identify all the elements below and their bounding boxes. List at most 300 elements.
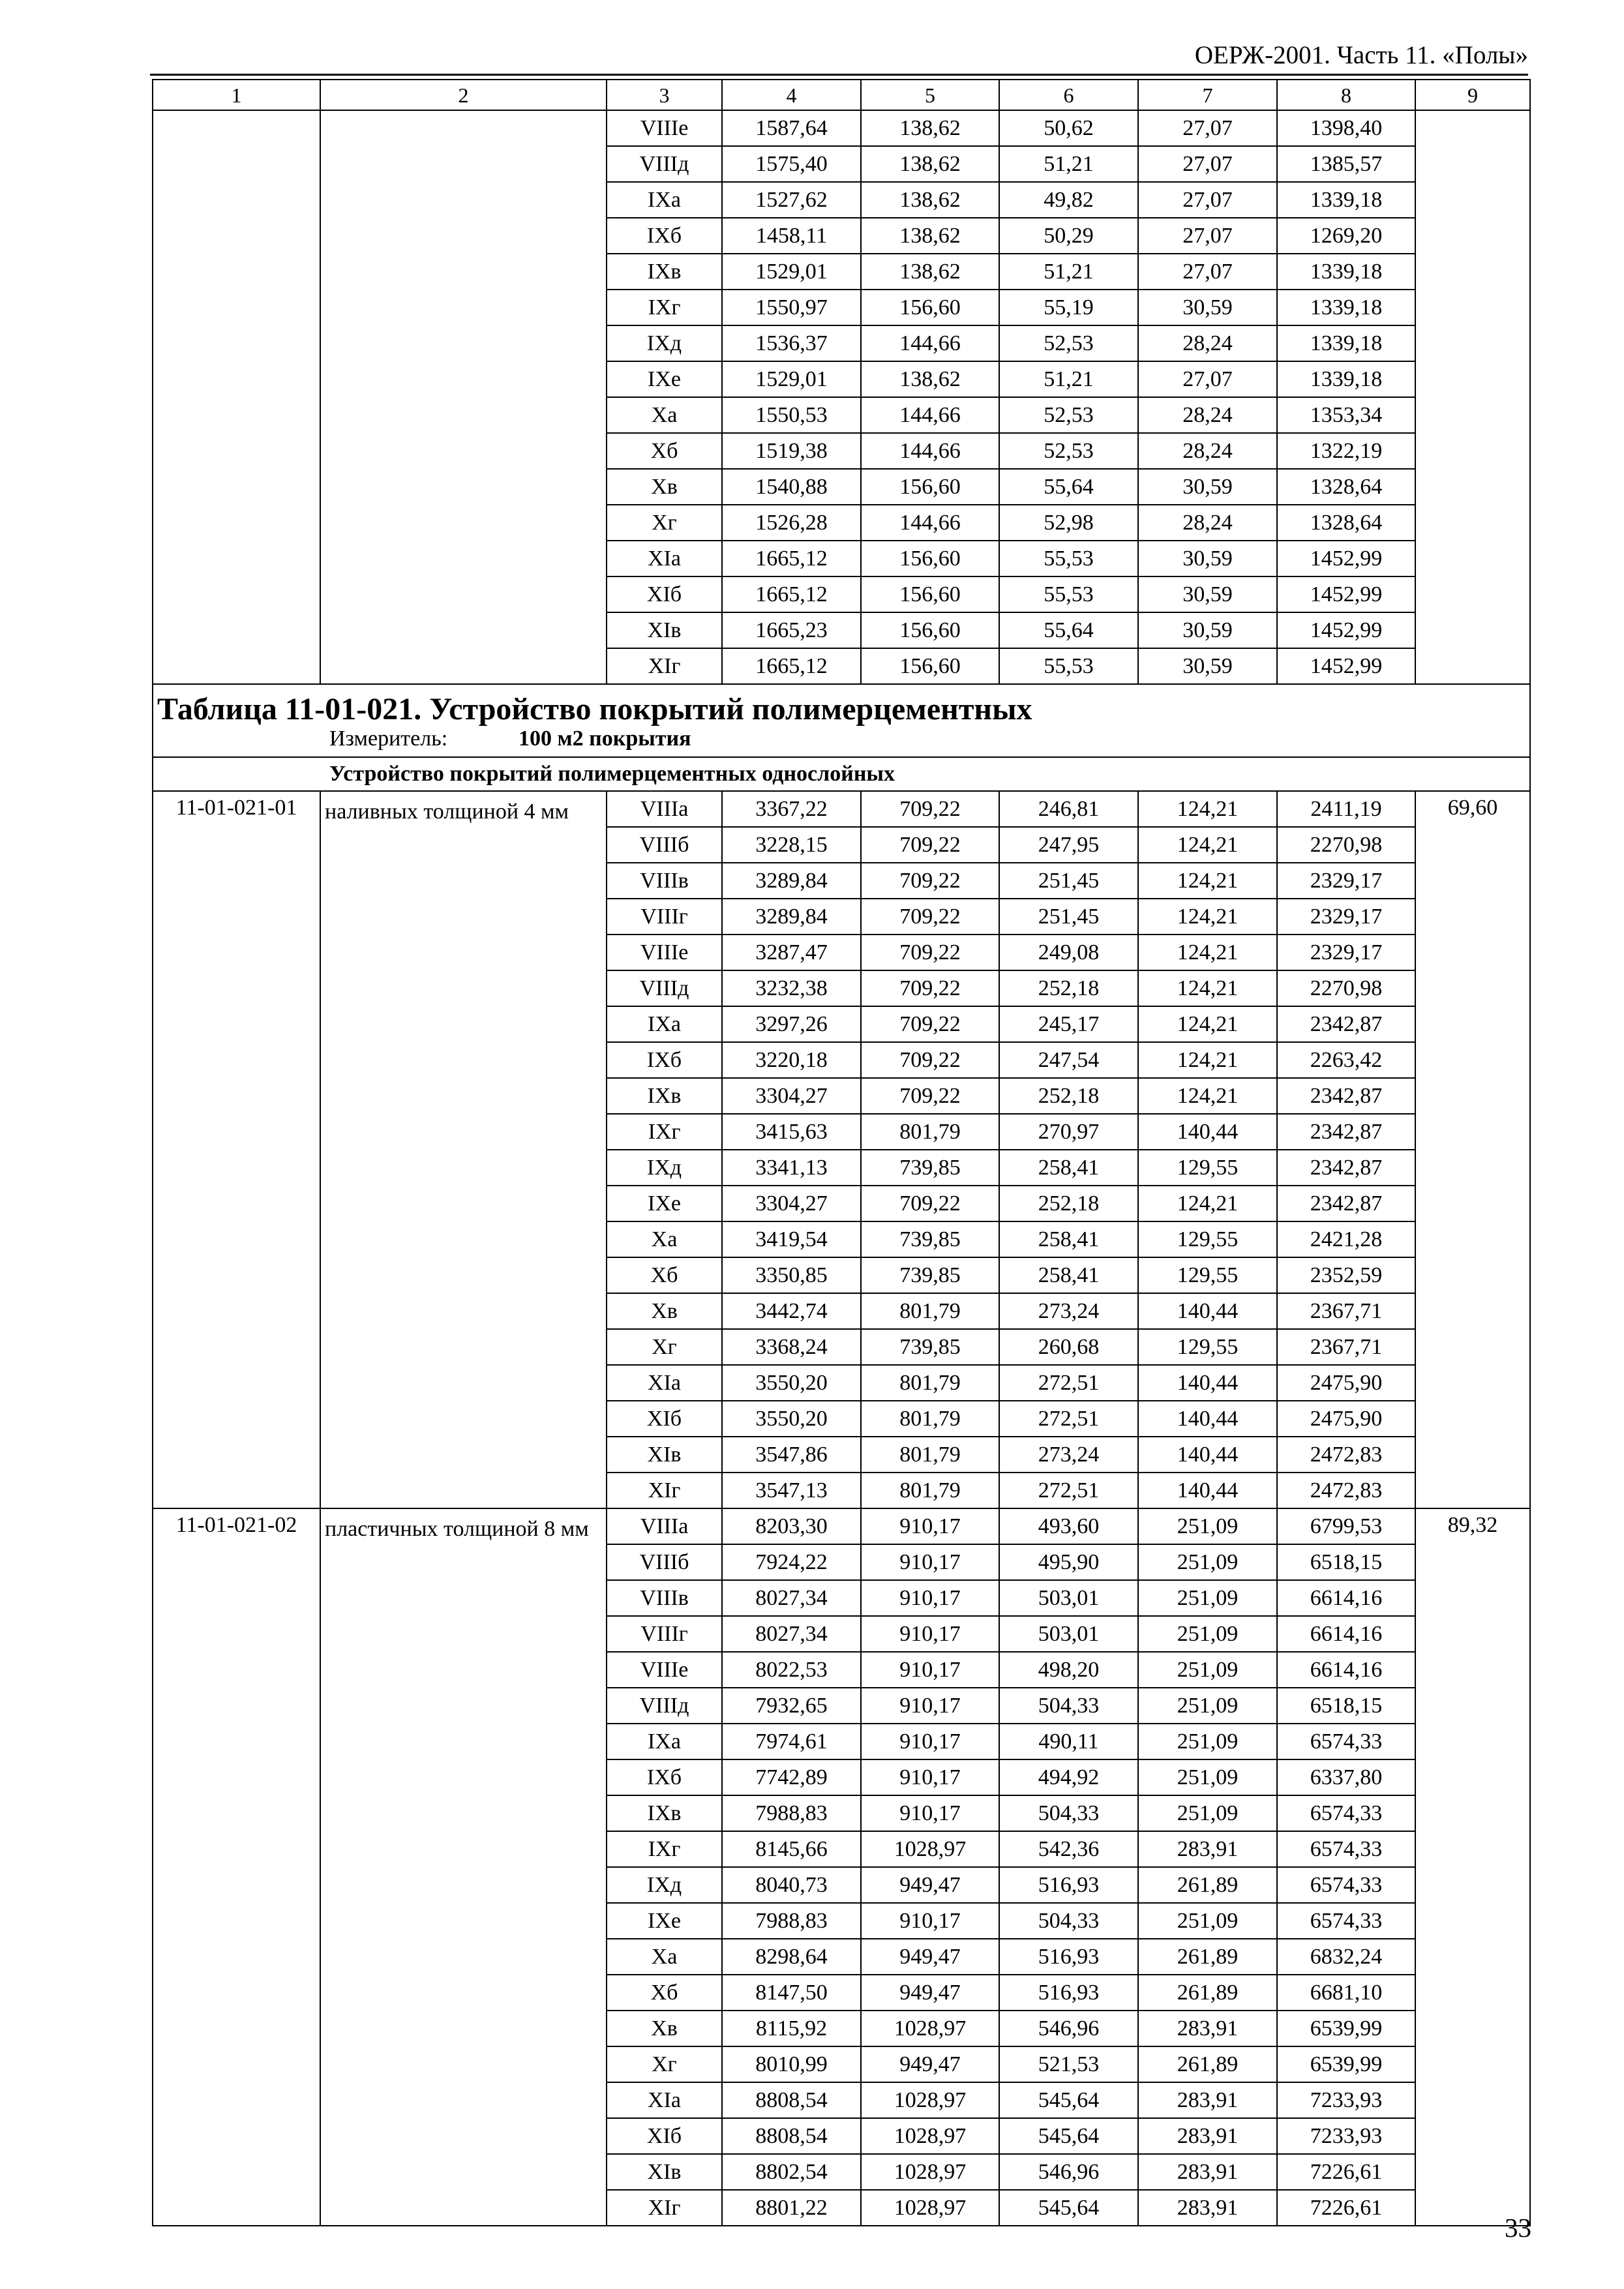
value-cell: 504,33 xyxy=(999,1903,1138,1939)
value-cell: 138,62 xyxy=(861,218,999,254)
column-number: 8 xyxy=(1277,80,1415,110)
value-cell: 545,64 xyxy=(999,2118,1138,2154)
value-cell: 140,44 xyxy=(1138,1365,1277,1401)
value-cell: 52,53 xyxy=(999,325,1138,361)
value-cell: 1452,99 xyxy=(1277,541,1415,576)
value-cell: 283,91 xyxy=(1138,2190,1277,2226)
value-cell: 51,21 xyxy=(999,146,1138,182)
value-cell: 124,21 xyxy=(1138,1006,1277,1042)
value-cell: 8022,53 xyxy=(722,1652,861,1688)
value-cell: 2472,83 xyxy=(1277,1473,1415,1508)
value-cell: 49,82 xyxy=(999,182,1138,218)
table-row xyxy=(153,791,1530,827)
value-cell: 251,45 xyxy=(999,863,1138,899)
value-cell: 503,01 xyxy=(999,1580,1138,1616)
value-cell: 1322,19 xyxy=(1277,433,1415,469)
value-cell: 3415,63 xyxy=(722,1114,861,1150)
value-cell: 50,62 xyxy=(999,110,1138,146)
region-cell: IXа xyxy=(607,1724,722,1759)
value-cell: 138,62 xyxy=(861,110,999,146)
value-cell: 503,01 xyxy=(999,1616,1138,1652)
value-cell: 949,47 xyxy=(861,1975,999,2011)
value-cell: 801,79 xyxy=(861,1114,999,1150)
value-cell: 8027,34 xyxy=(722,1616,861,1652)
region-cell: Xг xyxy=(607,505,722,541)
value-cell: 709,22 xyxy=(861,1042,999,1078)
value-cell: 6799,53 xyxy=(1277,1508,1415,1544)
value-cell: 124,21 xyxy=(1138,827,1277,863)
value-cell: 709,22 xyxy=(861,791,999,827)
value-cell: 260,68 xyxy=(999,1329,1138,1365)
value-cell: 545,64 xyxy=(999,2082,1138,2118)
value-cell: 910,17 xyxy=(861,1688,999,1724)
item-name: пластичных толщиной 8 мм xyxy=(320,1508,607,2226)
region-cell: XIа xyxy=(607,2082,722,2118)
value-cell: 27,07 xyxy=(1138,218,1277,254)
value-cell: 140,44 xyxy=(1138,1473,1277,1508)
value-cell: 545,64 xyxy=(999,2190,1138,2226)
value-cell: 8298,64 xyxy=(722,1939,861,1975)
value-cell: 2329,17 xyxy=(1277,899,1415,935)
value-cell: 247,54 xyxy=(999,1042,1138,1078)
value-cell: 28,24 xyxy=(1138,505,1277,541)
value-cell: 6518,15 xyxy=(1277,1688,1415,1724)
value-cell: 283,91 xyxy=(1138,1831,1277,1867)
value-cell: 3289,84 xyxy=(722,863,861,899)
value-cell: 493,60 xyxy=(999,1508,1138,1544)
item-rate: 69,60 xyxy=(1415,791,1530,1508)
value-cell: 7988,83 xyxy=(722,1903,861,1939)
value-cell: 1353,34 xyxy=(1277,397,1415,433)
value-cell: 251,09 xyxy=(1138,1508,1277,1544)
value-cell: 8010,99 xyxy=(722,2046,861,2082)
value-cell: 251,09 xyxy=(1138,1903,1277,1939)
value-cell: 252,18 xyxy=(999,1078,1138,1114)
value-cell: 1028,97 xyxy=(861,2190,999,2226)
value-cell: 2342,87 xyxy=(1277,1078,1415,1114)
region-cell: Xб xyxy=(607,1975,722,2011)
table-row xyxy=(153,110,1530,146)
value-cell: 7974,61 xyxy=(722,1724,861,1759)
value-cell: 28,24 xyxy=(1138,325,1277,361)
value-cell: 8808,54 xyxy=(722,2082,861,2118)
value-cell: 251,09 xyxy=(1138,1544,1277,1580)
value-cell: 7226,61 xyxy=(1277,2154,1415,2190)
column-number: 9 xyxy=(1415,80,1530,110)
value-cell: 1526,28 xyxy=(722,505,861,541)
value-cell: 1385,57 xyxy=(1277,146,1415,182)
value-cell: 910,17 xyxy=(861,1724,999,1759)
column-number: 5 xyxy=(861,80,999,110)
value-cell: 30,59 xyxy=(1138,290,1277,325)
value-cell: 6539,99 xyxy=(1277,2046,1415,2082)
value-cell: 7924,22 xyxy=(722,1544,861,1580)
region-cell: IXб xyxy=(607,1759,722,1795)
value-cell: 283,91 xyxy=(1138,2154,1277,2190)
value-cell: 8027,34 xyxy=(722,1580,861,1616)
value-cell: 138,62 xyxy=(861,254,999,290)
value-cell: 251,09 xyxy=(1138,1724,1277,1759)
value-cell: 140,44 xyxy=(1138,1401,1277,1437)
value-cell: 495,90 xyxy=(999,1544,1138,1580)
value-cell: 801,79 xyxy=(861,1473,999,1508)
value-cell: 55,53 xyxy=(999,648,1138,684)
value-cell: 6574,33 xyxy=(1277,1867,1415,1903)
value-cell: 140,44 xyxy=(1138,1114,1277,1150)
value-cell: 55,64 xyxy=(999,469,1138,505)
value-cell: 138,62 xyxy=(861,182,999,218)
region-cell: XIа xyxy=(607,541,722,576)
value-cell: 1529,01 xyxy=(722,254,861,290)
value-cell: 2367,71 xyxy=(1277,1293,1415,1329)
value-cell: 3547,86 xyxy=(722,1437,861,1473)
value-cell: 249,08 xyxy=(999,935,1138,970)
value-cell: 144,66 xyxy=(861,325,999,361)
region-cell: Xг xyxy=(607,1329,722,1365)
value-cell: 1328,64 xyxy=(1277,505,1415,541)
region-cell: VIIIб xyxy=(607,827,722,863)
value-cell: 1550,97 xyxy=(722,290,861,325)
value-cell: 251,09 xyxy=(1138,1580,1277,1616)
value-cell: 251,45 xyxy=(999,899,1138,935)
value-cell: 6574,33 xyxy=(1277,1724,1415,1759)
subheading: Устройство покрытий полимерцементных однослойных xyxy=(153,757,1530,791)
value-cell: 30,59 xyxy=(1138,541,1277,576)
value-cell: 1339,18 xyxy=(1277,182,1415,218)
region-cell: IXд xyxy=(607,325,722,361)
value-cell: 273,24 xyxy=(999,1293,1138,1329)
value-cell: 27,07 xyxy=(1138,361,1277,397)
value-cell: 52,53 xyxy=(999,397,1138,433)
value-cell: 28,24 xyxy=(1138,397,1277,433)
region-cell: Xа xyxy=(607,397,722,433)
value-cell: 490,11 xyxy=(999,1724,1138,1759)
region-cell: IXе xyxy=(607,1903,722,1939)
region-cell: IXв xyxy=(607,254,722,290)
value-cell: 156,60 xyxy=(861,576,999,612)
value-cell: 910,17 xyxy=(861,1580,999,1616)
region-cell: VIIIг xyxy=(607,899,722,935)
region-cell: VIIIв xyxy=(607,1580,722,1616)
value-cell: 1028,97 xyxy=(861,2154,999,2190)
value-cell: 2475,90 xyxy=(1277,1365,1415,1401)
value-cell: 801,79 xyxy=(861,1437,999,1473)
value-cell: 8808,54 xyxy=(722,2118,861,2154)
column-number: 6 xyxy=(999,80,1138,110)
value-cell: 1339,18 xyxy=(1277,325,1415,361)
column-number: 7 xyxy=(1138,80,1277,110)
value-cell: 129,55 xyxy=(1138,1257,1277,1293)
region-cell: IXг xyxy=(607,1114,722,1150)
value-cell: 6539,99 xyxy=(1277,2011,1415,2046)
region-cell: XIг xyxy=(607,1473,722,1508)
value-cell: 1269,20 xyxy=(1277,218,1415,254)
value-cell: 3304,27 xyxy=(722,1078,861,1114)
value-cell: 51,21 xyxy=(999,254,1138,290)
value-cell: 51,21 xyxy=(999,361,1138,397)
value-cell: 709,22 xyxy=(861,1186,999,1221)
value-cell: 3228,15 xyxy=(722,827,861,863)
region-cell: Xв xyxy=(607,2011,722,2046)
value-cell: 252,18 xyxy=(999,970,1138,1006)
value-cell: 272,51 xyxy=(999,1401,1138,1437)
value-cell: 709,22 xyxy=(861,863,999,899)
value-cell: 124,21 xyxy=(1138,863,1277,899)
value-cell: 272,51 xyxy=(999,1473,1138,1508)
value-cell: 7233,93 xyxy=(1277,2082,1415,2118)
value-cell: 546,96 xyxy=(999,2011,1138,2046)
value-cell: 7988,83 xyxy=(722,1795,861,1831)
value-cell: 2342,87 xyxy=(1277,1150,1415,1186)
value-cell: 709,22 xyxy=(861,970,999,1006)
table-title-cell xyxy=(153,684,1530,757)
page-number: 33 xyxy=(1505,2213,1531,2243)
value-cell: 709,22 xyxy=(861,827,999,863)
region-cell: XIв xyxy=(607,612,722,648)
value-cell: 30,59 xyxy=(1138,469,1277,505)
region-cell: XIг xyxy=(607,648,722,684)
region-cell: VIIIб xyxy=(607,1544,722,1580)
value-cell: 251,09 xyxy=(1138,1688,1277,1724)
region-cell: VIIIа xyxy=(607,1508,722,1544)
value-cell: 8147,50 xyxy=(722,1975,861,2011)
value-cell: 3297,26 xyxy=(722,1006,861,1042)
value-cell: 2342,87 xyxy=(1277,1186,1415,1221)
value-cell: 1665,12 xyxy=(722,648,861,684)
value-cell: 3442,74 xyxy=(722,1293,861,1329)
value-cell: 801,79 xyxy=(861,1293,999,1329)
value-cell: 258,41 xyxy=(999,1221,1138,1257)
value-cell: 272,51 xyxy=(999,1365,1138,1401)
value-cell: 516,93 xyxy=(999,1867,1138,1903)
value-cell: 1550,53 xyxy=(722,397,861,433)
region-cell: IXе xyxy=(607,1186,722,1221)
value-cell: 251,09 xyxy=(1138,1795,1277,1831)
value-cell: 8802,54 xyxy=(722,2154,861,2190)
measure-unit-label: Измеритель: xyxy=(329,726,448,751)
value-cell: 261,89 xyxy=(1138,1939,1277,1975)
value-cell: 6337,80 xyxy=(1277,1759,1415,1795)
value-cell: 498,20 xyxy=(999,1652,1138,1688)
code-cell xyxy=(153,110,320,684)
value-cell: 910,17 xyxy=(861,1759,999,1795)
value-cell: 709,22 xyxy=(861,1078,999,1114)
value-cell: 8040,73 xyxy=(722,1867,861,1903)
value-cell: 2367,71 xyxy=(1277,1329,1415,1365)
value-cell: 3350,85 xyxy=(722,1257,861,1293)
value-cell: 1028,97 xyxy=(861,2118,999,2154)
value-cell: 739,85 xyxy=(861,1221,999,1257)
region-cell: IXд xyxy=(607,1150,722,1186)
value-cell: 542,36 xyxy=(999,1831,1138,1867)
value-cell: 910,17 xyxy=(861,1903,999,1939)
region-cell: Xб xyxy=(607,1257,722,1293)
running-header: ОЕРЖ-2001. Часть 11. «Полы» xyxy=(1194,41,1528,69)
value-cell: 910,17 xyxy=(861,1616,999,1652)
value-cell: 156,60 xyxy=(861,612,999,648)
value-cell: 144,66 xyxy=(861,433,999,469)
value-cell: 2329,17 xyxy=(1277,935,1415,970)
value-cell: 261,89 xyxy=(1138,1867,1277,1903)
value-cell: 1665,12 xyxy=(722,576,861,612)
value-cell: 6614,16 xyxy=(1277,1580,1415,1616)
value-cell: 1665,12 xyxy=(722,541,861,576)
value-cell: 1452,99 xyxy=(1277,648,1415,684)
region-cell: VIIIд xyxy=(607,146,722,182)
value-cell: 3550,20 xyxy=(722,1401,861,1437)
value-cell: 1519,38 xyxy=(722,433,861,469)
value-cell: 1529,01 xyxy=(722,361,861,397)
value-cell: 1452,99 xyxy=(1277,576,1415,612)
column-number: 3 xyxy=(607,80,722,110)
value-cell: 494,92 xyxy=(999,1759,1138,1795)
value-cell: 261,89 xyxy=(1138,1975,1277,2011)
value-cell: 1458,11 xyxy=(722,218,861,254)
value-cell: 949,47 xyxy=(861,2046,999,2082)
region-cell: IXд xyxy=(607,1867,722,1903)
value-cell: 8145,66 xyxy=(722,1831,861,1867)
value-cell: 1028,97 xyxy=(861,1831,999,1867)
value-cell: 144,66 xyxy=(861,505,999,541)
value-cell: 7742,89 xyxy=(722,1759,861,1795)
region-cell: VIIIд xyxy=(607,1688,722,1724)
value-cell: 504,33 xyxy=(999,1795,1138,1831)
region-cell: IXа xyxy=(607,1006,722,1042)
value-cell: 129,55 xyxy=(1138,1150,1277,1186)
value-cell: 3367,22 xyxy=(722,791,861,827)
value-cell: 156,60 xyxy=(861,469,999,505)
item-rate: 89,32 xyxy=(1415,1508,1530,2226)
value-cell: 1398,40 xyxy=(1277,110,1415,146)
value-cell: 1536,37 xyxy=(722,325,861,361)
region-cell: Xв xyxy=(607,1293,722,1329)
value-cell: 3419,54 xyxy=(722,1221,861,1257)
value-cell: 7226,61 xyxy=(1277,2190,1415,2226)
name-cell xyxy=(320,110,607,684)
value-cell: 1339,18 xyxy=(1277,290,1415,325)
value-cell: 156,60 xyxy=(861,541,999,576)
value-cell: 546,96 xyxy=(999,2154,1138,2190)
value-cell: 245,17 xyxy=(999,1006,1138,1042)
item-code: 11-01-021-01 xyxy=(153,791,320,1508)
region-cell: IXг xyxy=(607,1831,722,1867)
value-cell: 2270,98 xyxy=(1277,970,1415,1006)
value-cell: 6574,33 xyxy=(1277,1831,1415,1867)
value-cell: 30,59 xyxy=(1138,612,1277,648)
value-cell: 709,22 xyxy=(861,899,999,935)
value-cell: 739,85 xyxy=(861,1150,999,1186)
table-title-row xyxy=(153,684,1530,757)
value-cell: 251,09 xyxy=(1138,1652,1277,1688)
value-cell: 739,85 xyxy=(861,1257,999,1293)
region-cell: IXе xyxy=(607,361,722,397)
value-cell: 6518,15 xyxy=(1277,1544,1415,1580)
value-cell: 156,60 xyxy=(861,290,999,325)
value-cell: 252,18 xyxy=(999,1186,1138,1221)
region-cell: VIIIв xyxy=(607,863,722,899)
value-cell: 251,09 xyxy=(1138,1616,1277,1652)
region-cell: Xб xyxy=(607,433,722,469)
region-cell: VIIIа xyxy=(607,791,722,827)
value-cell: 55,53 xyxy=(999,541,1138,576)
region-cell: IXв xyxy=(607,1078,722,1114)
value-cell: 2263,42 xyxy=(1277,1042,1415,1078)
value-cell: 3550,20 xyxy=(722,1365,861,1401)
value-cell: 6681,10 xyxy=(1277,1975,1415,2011)
value-cell: 258,41 xyxy=(999,1150,1138,1186)
region-cell: VIIIд xyxy=(607,970,722,1006)
value-cell: 52,53 xyxy=(999,433,1138,469)
value-cell: 247,95 xyxy=(999,827,1138,863)
value-cell: 124,21 xyxy=(1138,899,1277,935)
region-cell: VIIIе xyxy=(607,110,722,146)
value-cell: 246,81 xyxy=(999,791,1138,827)
measure-unit-value: 100 м2 покрытия xyxy=(519,726,691,751)
value-cell: 129,55 xyxy=(1138,1329,1277,1365)
value-cell: 910,17 xyxy=(861,1508,999,1544)
region-cell: XIв xyxy=(607,2154,722,2190)
region-cell: IXб xyxy=(607,1042,722,1078)
value-cell: 52,98 xyxy=(999,505,1138,541)
value-cell: 129,55 xyxy=(1138,1221,1277,1257)
value-cell: 283,91 xyxy=(1138,2011,1277,2046)
value-cell: 1339,18 xyxy=(1277,254,1415,290)
value-cell: 6614,16 xyxy=(1277,1616,1415,1652)
value-cell: 1527,62 xyxy=(722,182,861,218)
value-cell: 2342,87 xyxy=(1277,1114,1415,1150)
rates-table xyxy=(152,79,1531,2226)
value-cell: 949,47 xyxy=(861,1939,999,1975)
value-cell: 8203,30 xyxy=(722,1508,861,1544)
item-code: 11-01-021-02 xyxy=(153,1508,320,2226)
value-cell: 521,53 xyxy=(999,2046,1138,2082)
value-cell: 258,41 xyxy=(999,1257,1138,1293)
value-cell: 251,09 xyxy=(1138,1759,1277,1795)
region-cell: XIб xyxy=(607,2118,722,2154)
value-cell: 3304,27 xyxy=(722,1186,861,1221)
column-number-row xyxy=(153,80,1530,110)
value-cell: 270,97 xyxy=(999,1114,1138,1150)
column-number: 2 xyxy=(320,80,607,110)
value-cell: 124,21 xyxy=(1138,970,1277,1006)
value-cell: 27,07 xyxy=(1138,254,1277,290)
value-cell: 910,17 xyxy=(861,1652,999,1688)
value-cell: 2352,59 xyxy=(1277,1257,1415,1293)
value-cell: 8801,22 xyxy=(722,2190,861,2226)
value-cell: 504,33 xyxy=(999,1688,1138,1724)
region-cell: XIа xyxy=(607,1365,722,1401)
value-cell: 273,24 xyxy=(999,1437,1138,1473)
region-cell: IXв xyxy=(607,1795,722,1831)
value-cell: 3368,24 xyxy=(722,1329,861,1365)
value-cell: 283,91 xyxy=(1138,2118,1277,2154)
value-cell: 2270,98 xyxy=(1277,827,1415,863)
value-cell: 124,21 xyxy=(1138,1078,1277,1114)
column-number: 4 xyxy=(722,80,861,110)
value-cell: 801,79 xyxy=(861,1365,999,1401)
value-cell: 55,53 xyxy=(999,576,1138,612)
value-cell: 516,93 xyxy=(999,1975,1138,2011)
item-name: наливных толщиной 4 мм xyxy=(320,791,607,1508)
value-cell: 30,59 xyxy=(1138,576,1277,612)
value-cell: 516,93 xyxy=(999,1939,1138,1975)
value-cell: 8115,92 xyxy=(722,2011,861,2046)
region-cell: IXб xyxy=(607,218,722,254)
value-cell: 1328,64 xyxy=(1277,469,1415,505)
value-cell: 3341,13 xyxy=(722,1150,861,1186)
value-cell: 27,07 xyxy=(1138,110,1277,146)
value-cell: 3287,47 xyxy=(722,935,861,970)
